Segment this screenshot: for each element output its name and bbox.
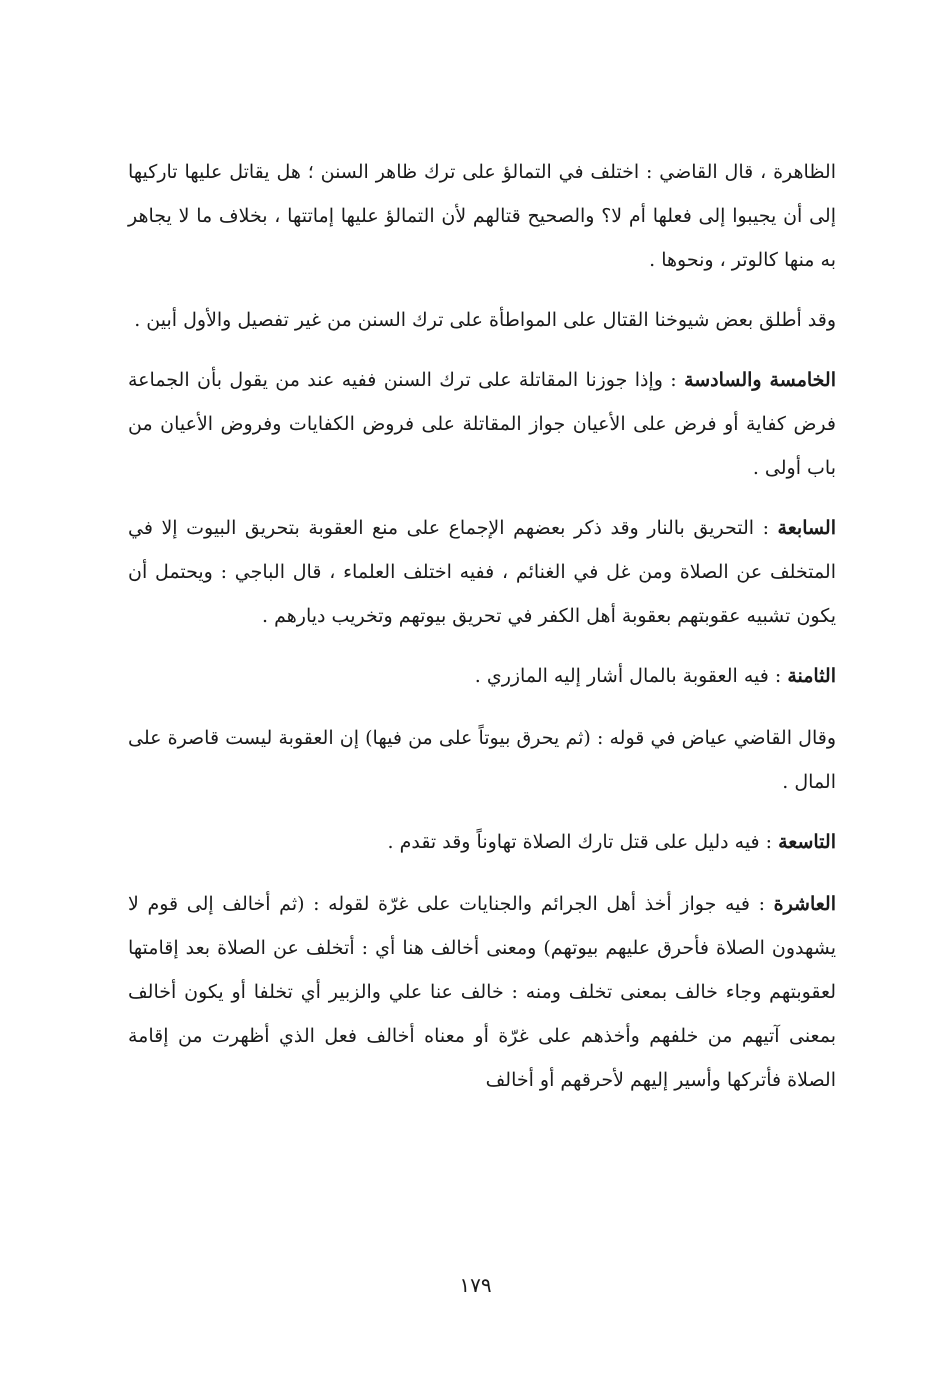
body-text (128, 150, 836, 1118)
paragraph-heading: الخامسة والسادسة (684, 369, 836, 391)
paragraph-text: وقد أطلق بعض شيوخنا القتال على المواطأة على ترك السنن من غير تفصيل والأول أبين . (134, 309, 836, 331)
paragraph-6 (128, 716, 836, 804)
paragraph-5 (128, 654, 836, 698)
paragraph-heading: الثامنة (787, 665, 836, 687)
paragraph-8 (128, 882, 836, 1102)
paragraph-heading: السابعة (777, 517, 836, 539)
paragraph-3 (128, 358, 836, 490)
paragraph-text: : وإذا جوزنا المقاتلة على ترك السنن ففيه عند من يقول بأن الجماعة فرض كفاية أو فرض على الأعيان جواز المقاتلة على فروض الكفايات وفروض الأعيان من باب أولى . (128, 369, 836, 479)
paragraph-2 (128, 298, 836, 342)
paragraph-heading: العاشرة (773, 893, 836, 915)
paragraph-heading: التاسعة (778, 831, 836, 853)
paragraph-text: : فيه جواز أخذ أهل الجرائم والجنايات على غرّة لقوله : (ثم أخالف إلى قوم لا يشهدون الصلاة فأحرق عليهم بيوتهم) ومعنى أخالف هنا أي : أتخلف عن الصلاة بعد إقامتها لعقوبتهم وجاء خالف بمعنى تخلف ومنه : خالف عنا علي والزبير أي تخلفا أو يكون أخالف بمعنى آتيهم من خلفهم وأخذهم على غرّة أو معناه أخالف فعل الذي أظهرت من إقامة الصلاة فأتركها وأسير إليهم لأحرقهم أو أخالف (128, 893, 836, 1091)
paragraph-7 (128, 820, 836, 864)
paragraph-1 (128, 150, 836, 282)
paragraph-text: : فيه دليل على قتل تارك الصلاة تهاوناً وقد تقدم . (387, 831, 779, 853)
paragraph-text: : فيه العقوبة بالمال أشار إليه المازري . (474, 665, 788, 687)
page-number: ١٧٩ (459, 1273, 492, 1297)
paragraph-text: : التحريق بالنار وقد ذكر بعضهم الإجماع على منع العقوبة بتحريق البيوت إلا في المتخلف عن الصلاة ومن غل في الغنائم ، ففيه اختلف العلماء ، قال الباجي : ويحتمل أن يكون تشبيه عقوبتهم بعقوبة أهل الكفر في تحريق بيوتهم وتخريب ديارهم . (128, 517, 836, 627)
paragraph-text: وقال القاضي عياض في قوله : (ثم يحرق بيوتاً على من فيها) إن العقوبة ليست قاصرة على المال . (128, 727, 836, 793)
paragraph-4 (128, 506, 836, 638)
paragraph-text: الظاهرة ، قال القاضي : اختلف في التمالؤ على ترك ظاهر السنن ؛ هل يقاتل عليها تاركيها إلى أن يجيبوا إلى فعلها أم لا؟ والصحيح قتالهم لأن التمالؤ عليها إماتتها ، بخلاف ما لا يجاهر به منها كالوتر ، ونحوها . (128, 161, 836, 271)
